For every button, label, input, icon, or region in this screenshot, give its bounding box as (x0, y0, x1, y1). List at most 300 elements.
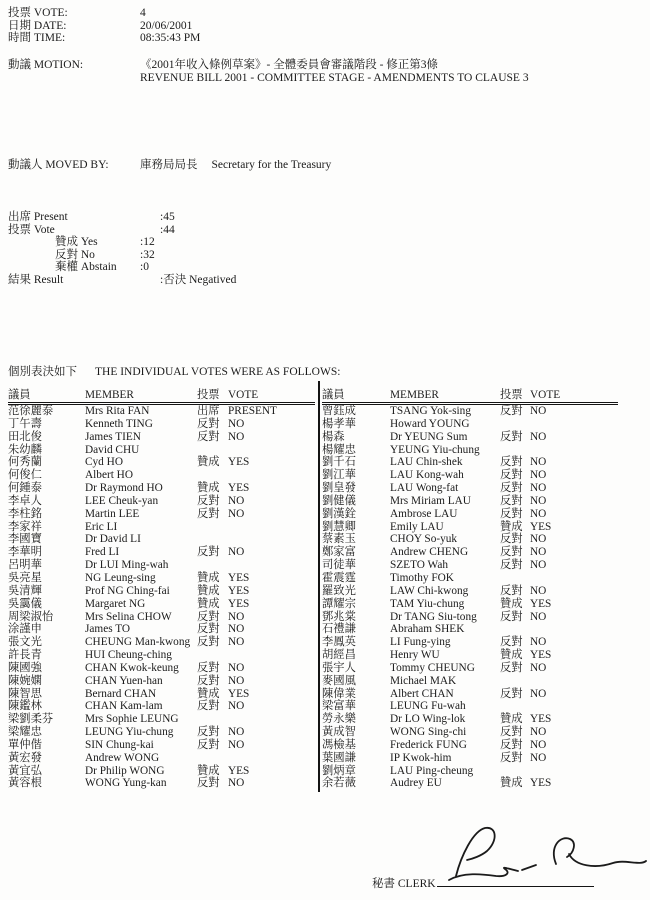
member-vote-zh: 贊成 (197, 584, 220, 597)
member-vote-zh: 出席 (197, 405, 220, 417)
member-name-zh: 曾鈺成 (322, 405, 356, 417)
member-name-zh: 田北俊 (8, 430, 42, 443)
member-vote-zh: 反對 (500, 430, 523, 443)
member-vote-en: NO (530, 533, 547, 546)
member-name-en: CHOY So-yuk (390, 533, 458, 546)
member-name-zh: 單仲偕 (8, 738, 42, 751)
tally-block (8, 211, 646, 286)
table-row (8, 533, 315, 546)
table-row (8, 559, 315, 572)
member-name-en: Dr Philip WONG (85, 764, 165, 777)
col-vote-en: VOTE (530, 389, 561, 401)
member-name-en: LAU Ping-cheung (390, 764, 474, 777)
date-label: 日期 DATE: (8, 19, 67, 32)
member-vote-zh: 反對 (197, 546, 220, 559)
member-vote-zh: 反對 (500, 726, 523, 739)
member-vote-en: YES (228, 584, 250, 597)
yes-label: 贊成 Yes (55, 236, 98, 248)
member-name-en: Mrs Selina CHOW (85, 610, 172, 623)
member-vote-zh: 反對 (500, 494, 523, 507)
member-vote-en: NO (228, 661, 245, 674)
col-vote-zh: 投票 (197, 389, 220, 401)
member-vote-zh: 贊成 (197, 687, 220, 700)
clerk-signature-line (437, 877, 594, 887)
member-name-en: SIN Chung-kai (85, 738, 154, 751)
table-row (8, 675, 315, 688)
vote-number-row (8, 7, 646, 20)
motion-label: 動議 MOTION: (8, 59, 84, 71)
member-name-zh: 吳靄儀 (8, 597, 42, 610)
member-vote-zh: 反對 (500, 636, 523, 649)
vote-count-label: 投票 Vote (8, 223, 55, 236)
member-name-en: CHEUNG Man-kwong (85, 636, 191, 649)
member-vote-en: NO (530, 738, 547, 751)
member-name-zh: 石禮謙 (322, 623, 356, 636)
member-name-en: LAW Chi-kwong (390, 584, 469, 597)
member-name-zh: 黃容根 (8, 777, 42, 790)
result-value: :否決 Negatived (160, 273, 237, 286)
member-name-en: Mrs Miriam LAU (390, 494, 471, 507)
member-name-zh: 周梁淑怡 (8, 610, 54, 623)
member-vote-zh: 反對 (197, 661, 220, 674)
member-name-zh: 李華明 (8, 546, 42, 559)
member-vote-zh: 贊成 (500, 649, 523, 662)
table-row (322, 405, 618, 418)
member-vote-en: NO (228, 777, 245, 790)
member-name-en: Bernard CHAN (85, 687, 157, 700)
member-vote-zh: 反對 (500, 661, 523, 674)
member-name-zh: 李家祥 (8, 520, 42, 533)
member-name-en: Tommy CHEUNG (390, 661, 475, 674)
col-member-en: MEMBER (390, 389, 439, 401)
member-name-en: Ambrose LAU (390, 507, 458, 520)
vote-table-left (8, 389, 315, 790)
member-name-zh: 余若薇 (322, 777, 356, 790)
table-row (322, 777, 618, 790)
table-row (8, 598, 315, 611)
member-vote-en: NO (228, 738, 245, 751)
member-name-zh: 勞永樂 (322, 713, 356, 726)
member-name-zh: 麥國風 (322, 674, 356, 687)
table-row (8, 765, 315, 778)
member-name-en: James TO (85, 623, 131, 636)
member-vote-en: YES (530, 713, 552, 726)
member-name-en: LI Fung-ying (390, 636, 451, 649)
result-label: 結果 Result (8, 273, 64, 286)
member-vote-zh: 反對 (500, 469, 523, 482)
motion-text-en: REVENUE BILL 2001 - COMMITTEE STAGE - AMENDMENTS TO CLAUSE 3 (140, 71, 529, 84)
member-vote-zh: 反對 (197, 738, 220, 751)
table-row (322, 765, 618, 778)
member-name-zh: 許長青 (8, 649, 42, 662)
table-row (8, 713, 315, 726)
member-vote-en: NO (530, 610, 547, 623)
result-row (8, 274, 646, 287)
clerk-label: 秘書 CLERK (372, 878, 436, 890)
caption-zh: 個別表決如下 (8, 366, 77, 378)
vote-table-right-header (322, 389, 618, 405)
member-name-zh: 馮檢基 (322, 738, 356, 751)
member-vote-zh: 贊成 (197, 764, 220, 777)
member-name-en: Albert HO (85, 469, 134, 482)
yes-row (55, 236, 646, 249)
col-member-zh: 議員 (8, 389, 31, 401)
member-name-en: LAU Wong-fat (390, 482, 459, 495)
member-vote-en: NO (530, 687, 547, 700)
present-value: :45 (160, 211, 175, 223)
date-value: 20/06/2001 (140, 19, 193, 32)
vote-count-row (8, 224, 646, 237)
member-name-en: Dr YEUNG Sum (390, 430, 468, 443)
vote-number-value: 4 (140, 7, 146, 19)
member-vote-en: NO (228, 546, 245, 559)
col-vote-zh: 投票 (500, 389, 523, 401)
member-name-zh: 李鳳英 (322, 636, 356, 649)
table-row (322, 431, 618, 444)
table-row (8, 444, 315, 457)
member-name-zh: 陳鑑林 (8, 700, 42, 713)
table-row (8, 700, 315, 713)
member-name-en: Audrey EU (390, 777, 442, 790)
col-vote-en: VOTE (228, 389, 259, 401)
table-row (8, 418, 315, 431)
member-vote-en: YES (228, 764, 250, 777)
member-name-zh: 葉國謙 (322, 751, 356, 764)
table-row (8, 688, 315, 701)
member-name-zh: 何鍾泰 (8, 482, 42, 495)
member-name-en: CHAN Yuen-han (85, 674, 163, 687)
table-row (322, 662, 618, 675)
member-vote-en: YES (530, 649, 552, 662)
clerk-signature-block (372, 877, 594, 891)
member-vote-zh: 反對 (197, 777, 220, 790)
member-vote-zh: 反對 (500, 456, 523, 469)
table-row (8, 777, 315, 790)
member-name-zh: 鄧兆棠 (322, 610, 356, 623)
member-name-zh: 呂明華 (8, 559, 42, 572)
member-vote-zh: 贊成 (197, 456, 220, 469)
member-name-en: IP Kwok-him (390, 751, 452, 764)
member-name-en: Fred LI (85, 546, 120, 559)
member-vote-en: PRESENT (228, 405, 277, 417)
member-vote-zh: 反對 (500, 533, 523, 546)
member-vote-zh: 反對 (197, 700, 220, 713)
member-name-en: WONG Sing-chi (390, 726, 467, 739)
abstain-label: 棄權 Abstain (55, 261, 117, 273)
member-name-en: Eric LI (85, 520, 118, 533)
table-divider (318, 381, 320, 792)
member-vote-en: NO (228, 700, 245, 713)
member-name-zh: 譚耀宗 (322, 597, 356, 610)
table-row (8, 739, 315, 752)
member-name-zh: 梁富華 (322, 700, 356, 713)
member-name-en: TAM Yiu-chung (390, 597, 465, 610)
member-name-zh: 鄭家富 (322, 546, 356, 559)
member-vote-en: NO (530, 405, 547, 417)
member-name-en: LEE Cheuk-yan (85, 494, 159, 507)
table-row (8, 585, 315, 598)
member-name-zh: 劉健儀 (322, 494, 356, 507)
member-name-zh: 胡經昌 (322, 649, 356, 662)
present-row (8, 211, 646, 224)
member-vote-en: NO (530, 430, 547, 443)
member-vote-zh: 贊成 (500, 713, 523, 726)
member-name-zh: 朱幼麟 (8, 443, 42, 456)
member-vote-zh: 反對 (500, 507, 523, 520)
table-row (8, 572, 315, 585)
table-row (322, 572, 618, 585)
member-name-en: LEUNG Fu-wah (390, 700, 466, 713)
vote-table-right (322, 389, 618, 790)
caption-en: THE INDIVIDUAL VOTES WERE AS FOLLOWS: (95, 366, 341, 378)
member-name-en: Cyd HO (85, 456, 123, 469)
member-vote-en: NO (228, 610, 245, 623)
member-vote-zh: 贊成 (197, 571, 220, 584)
member-vote-en: NO (530, 661, 547, 674)
member-vote-en: NO (530, 507, 547, 520)
member-name-en: SZETO Wah (390, 559, 448, 572)
member-vote-en: NO (228, 494, 245, 507)
member-vote-zh: 反對 (500, 610, 523, 623)
member-vote-en: NO (228, 430, 245, 443)
moved-by-zh: 庫務局局長 (140, 159, 198, 171)
member-vote-zh: 反對 (197, 636, 220, 649)
date-row (8, 20, 646, 33)
member-name-zh: 丁午壽 (8, 417, 42, 430)
member-name-zh: 梁劉柔芬 (8, 713, 54, 726)
member-name-zh: 吳亮星 (8, 571, 42, 584)
member-name-zh: 霍震霆 (322, 571, 356, 584)
member-name-en: Henry WU (390, 649, 440, 662)
table-row (322, 636, 618, 649)
member-vote-zh: 反對 (500, 546, 523, 559)
present-label: 出席 Present (8, 211, 68, 223)
table-row (322, 649, 618, 662)
table-row (8, 495, 315, 508)
member-vote-zh: 贊成 (500, 520, 523, 533)
member-vote-en: NO (530, 482, 547, 495)
table-row (322, 752, 618, 765)
member-vote-en: NO (530, 456, 547, 469)
member-name-zh: 吳清輝 (8, 584, 42, 597)
member-vote-en: NO (530, 559, 547, 572)
vote-table-left-header (8, 389, 315, 405)
member-vote-en: YES (530, 520, 552, 533)
member-vote-en: YES (530, 777, 552, 790)
table-row (8, 482, 315, 495)
moved-by-label: 動議人 MOVED BY: (8, 159, 109, 171)
member-name-zh: 李卓人 (8, 494, 42, 507)
no-value: :32 (140, 248, 155, 261)
member-name-zh: 張文光 (8, 636, 42, 649)
member-name-zh: 黃宏發 (8, 751, 42, 764)
member-vote-en: NO (228, 726, 245, 739)
member-vote-zh: 反對 (197, 430, 220, 443)
table-row (322, 739, 618, 752)
col-member-zh: 議員 (322, 389, 345, 401)
member-name-zh: 梁耀忠 (8, 726, 42, 739)
member-vote-zh: 反對 (500, 584, 523, 597)
member-vote-zh: 反對 (197, 494, 220, 507)
member-name-en: TSANG Yok-sing (390, 405, 471, 417)
table-row (8, 752, 315, 765)
vote-meta-block (8, 7, 646, 45)
table-row (8, 623, 315, 636)
table-row (322, 585, 618, 598)
member-vote-zh: 反對 (500, 738, 523, 751)
member-vote-en: NO (530, 546, 547, 559)
no-row (55, 249, 646, 262)
member-name-en: Dr TANG Siu-tong (390, 610, 477, 623)
yes-value: :12 (140, 236, 155, 248)
member-vote-en: NO (228, 623, 245, 636)
member-name-zh: 劉炳章 (322, 764, 356, 777)
member-name-en: Mrs Rita FAN (85, 405, 150, 417)
table-row (8, 405, 315, 418)
table-row (322, 495, 618, 508)
member-vote-en: NO (530, 494, 547, 507)
member-name-en: Martin LEE (85, 507, 140, 520)
moved-by-block (8, 159, 646, 172)
member-vote-zh: 贊成 (500, 597, 523, 610)
table-row (322, 611, 618, 624)
member-vote-en: YES (228, 456, 250, 469)
member-name-zh: 劉千石 (322, 456, 356, 469)
table-row (322, 418, 618, 431)
vote-table-left-body (8, 405, 315, 790)
member-name-en: CHAN Kwok-keung (85, 661, 179, 674)
member-name-zh: 陳智思 (8, 687, 42, 700)
member-name-en: Abraham SHEK (390, 623, 465, 636)
member-vote-en: NO (228, 636, 245, 649)
member-vote-en: NO (530, 751, 547, 764)
time-label: 時間 TIME: (8, 32, 66, 44)
member-name-en: Michael MAK (390, 674, 457, 687)
member-name-en: CHAN Kam-lam (85, 700, 163, 713)
member-name-en: Kenneth TING (85, 417, 153, 430)
member-name-en: Dr LO Wing-lok (390, 713, 466, 726)
table-row (322, 700, 618, 713)
member-vote-zh: 反對 (197, 610, 220, 623)
member-name-en: James TIEN (85, 430, 141, 443)
table-row (322, 469, 618, 482)
member-vote-zh: 贊成 (197, 482, 220, 495)
member-vote-en: NO (228, 507, 245, 520)
member-name-en: WONG Yung-kan (85, 777, 167, 790)
member-vote-zh: 贊成 (197, 597, 220, 610)
member-name-zh: 黃成智 (322, 726, 356, 739)
member-vote-en: YES (228, 597, 250, 610)
table-row (322, 598, 618, 611)
member-vote-en: YES (228, 482, 250, 495)
member-vote-zh: 反對 (197, 417, 220, 430)
member-name-zh: 何俊仁 (8, 469, 42, 482)
table-row (8, 431, 315, 444)
member-name-en: Dr David LI (85, 533, 141, 546)
vote-number-label: 投票 VOTE: (8, 7, 68, 19)
member-name-en: YEUNG Yiu-chung (390, 443, 480, 456)
member-vote-zh: 反對 (500, 405, 523, 417)
table-row (8, 636, 315, 649)
member-name-zh: 劉皇發 (322, 482, 356, 495)
member-name-en: Timothy FOK (390, 571, 454, 584)
table-row (322, 546, 618, 559)
table-row (322, 482, 618, 495)
member-name-zh: 李國寶 (8, 533, 42, 546)
member-name-en: Dr LUI Ming-wah (85, 559, 169, 572)
member-vote-zh: 反對 (197, 674, 220, 687)
table-row (8, 508, 315, 521)
member-name-zh: 陳國強 (8, 661, 42, 674)
member-name-zh: 劉江華 (322, 469, 356, 482)
motion-text (140, 59, 529, 84)
member-name-zh: 范徐麗泰 (8, 405, 54, 417)
table-row (322, 521, 618, 534)
member-name-zh: 劉慧卿 (322, 520, 356, 533)
member-name-zh: 蔡素玉 (322, 533, 356, 546)
no-label: 反對 No (55, 248, 95, 261)
member-vote-en: NO (228, 417, 245, 430)
member-vote-en: YES (530, 597, 552, 610)
member-name-zh: 楊孝華 (322, 417, 356, 430)
member-name-en: LAU Chin-shek (390, 456, 463, 469)
table-row (8, 521, 315, 534)
member-name-en: Albert CHAN (390, 687, 454, 700)
individual-votes-caption (8, 366, 646, 379)
member-vote-zh: 反對 (500, 751, 523, 764)
member-vote-en: NO (530, 726, 547, 739)
member-vote-en: NO (530, 469, 547, 482)
member-vote-zh: 反對 (500, 482, 523, 495)
table-row (322, 533, 618, 546)
abstain-row (55, 261, 646, 274)
table-row (322, 456, 618, 469)
member-vote-en: NO (530, 584, 547, 597)
motion-text-zh: 《2001年收入條例草案》- 全體委員會審議階段 - 修正第3條 (140, 59, 439, 71)
member-name-en: Margaret NG (85, 597, 146, 610)
member-name-en: Frederick FUNG (390, 738, 467, 751)
table-row (8, 726, 315, 739)
member-name-zh: 楊耀忠 (322, 443, 356, 456)
table-row (322, 623, 618, 636)
time-row (8, 32, 646, 45)
member-name-zh: 李柱銘 (8, 507, 42, 520)
member-name-en: Howard YOUNG (390, 417, 470, 430)
table-row (8, 649, 315, 662)
member-vote-en: YES (228, 571, 250, 584)
member-name-en: NG Leung-sing (85, 571, 156, 584)
member-vote-zh: 反對 (500, 687, 523, 700)
member-name-zh: 黃宜弘 (8, 764, 42, 777)
member-name-en: Andrew WONG (85, 751, 160, 764)
member-vote-zh: 反對 (197, 623, 220, 636)
moved-by-en: Secretary for the Treasury (211, 159, 332, 171)
member-name-zh: 羅致光 (322, 584, 356, 597)
member-name-zh: 張宇人 (322, 661, 356, 674)
table-row (322, 688, 618, 701)
table-row (8, 611, 315, 624)
table-row (8, 662, 315, 675)
member-name-en: Andrew CHENG (390, 546, 469, 559)
member-name-zh: 陳偉業 (322, 687, 356, 700)
table-row (8, 546, 315, 559)
time-value: 08:35:43 PM (140, 32, 201, 44)
member-name-en: Emily LAU (390, 520, 444, 533)
member-name-zh: 何秀蘭 (8, 456, 42, 469)
col-member-en: MEMBER (85, 389, 134, 401)
member-name-en: Dr Raymond HO (85, 482, 163, 495)
table-row (322, 726, 618, 739)
